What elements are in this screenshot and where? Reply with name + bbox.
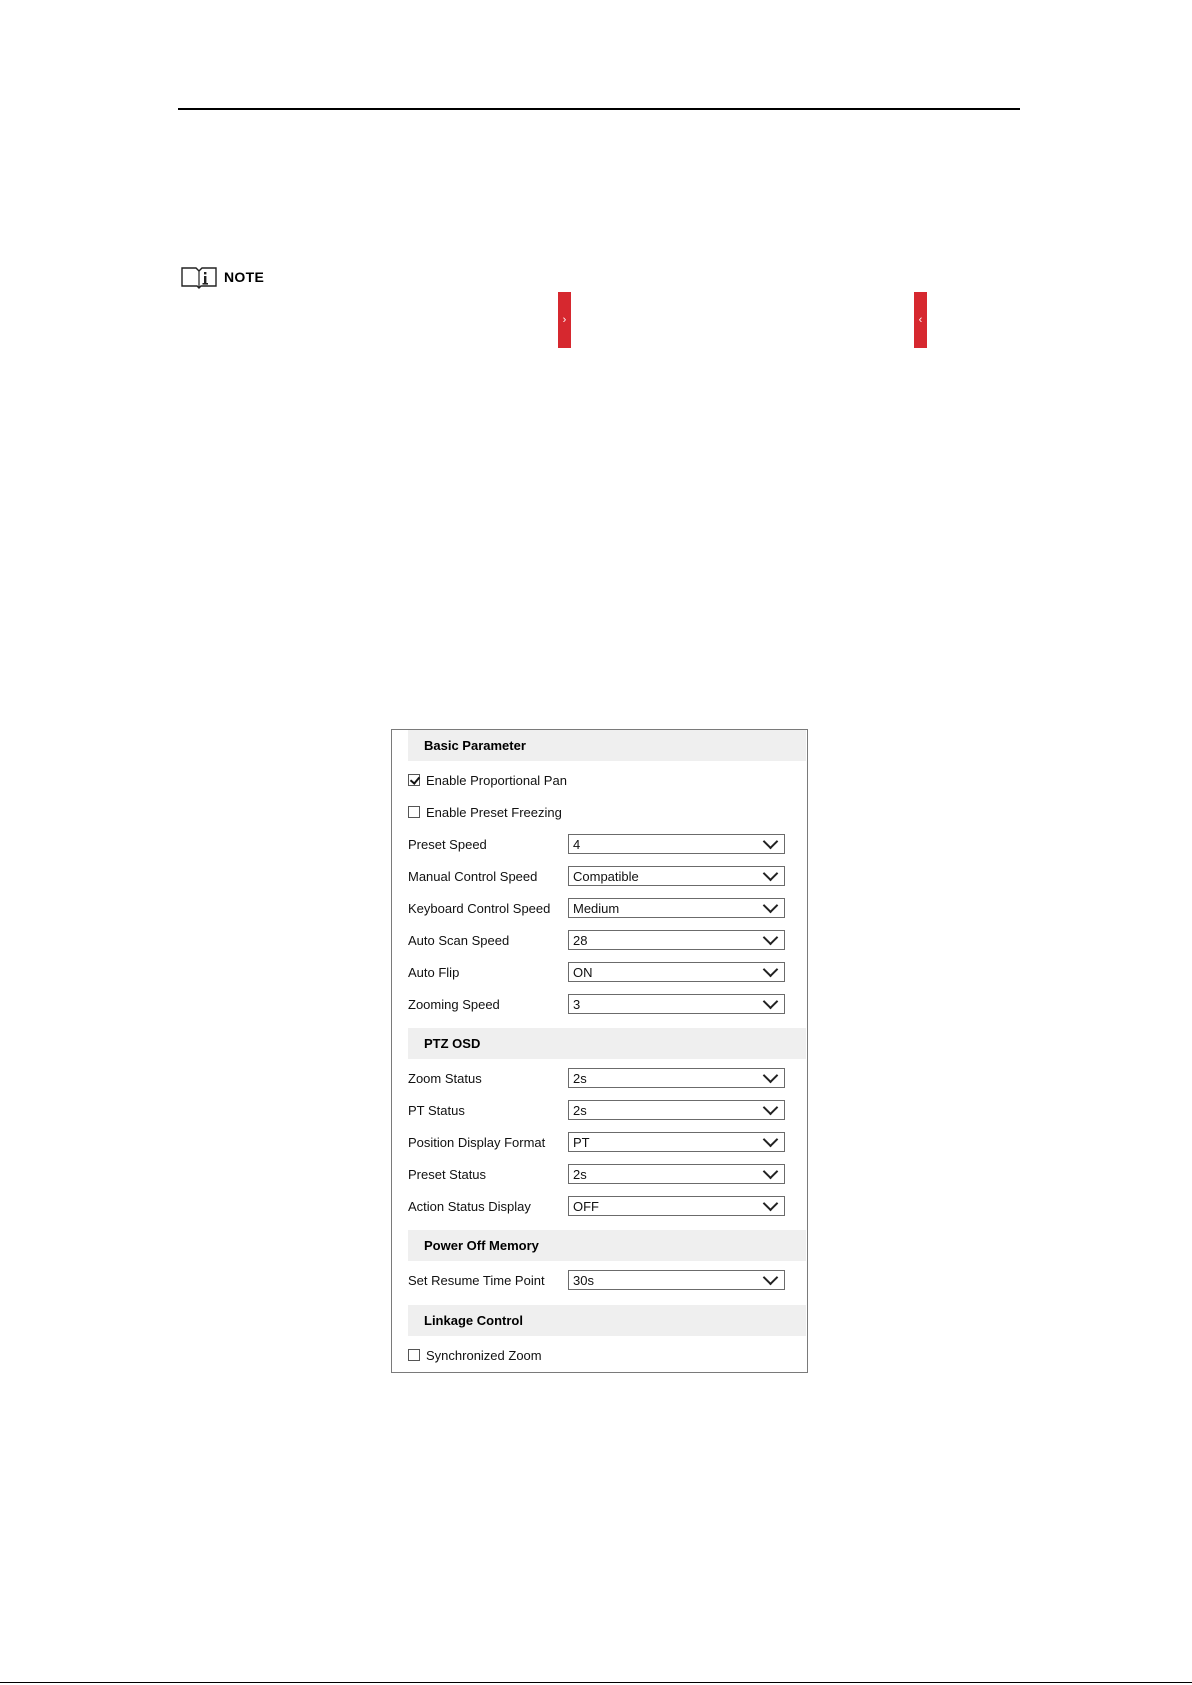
field-label: Zoom Status	[408, 1070, 482, 1086]
select-value: 2s	[573, 1166, 587, 1182]
set-resume-time-point-select[interactable]	[568, 1270, 785, 1290]
manual-control-speed-row	[408, 865, 568, 887]
section-title: PTZ OSD	[424, 1036, 481, 1051]
chevron-down-icon	[763, 898, 779, 914]
chevron-down-icon	[763, 834, 779, 850]
auto-scan-speed-select[interactable]	[568, 930, 785, 950]
footer-rule	[0, 1682, 1192, 1683]
select-value: 3	[573, 996, 581, 1012]
chevron-down-icon	[763, 994, 779, 1010]
section-title: Linkage Control	[424, 1313, 523, 1328]
preset-speed-row	[408, 833, 568, 855]
ptz-settings-panel	[391, 729, 808, 1373]
chevron-down-icon	[763, 1132, 779, 1148]
set-resume-time-point-row	[408, 1269, 568, 1291]
zoom-status-select[interactable]	[568, 1068, 785, 1088]
zooming-speed-row	[408, 993, 568, 1015]
section-title: Power Off Memory	[424, 1238, 539, 1253]
chevron-right-icon: ›	[562, 313, 567, 326]
auto-flip-row	[408, 961, 568, 983]
field-label: Preset Status	[408, 1166, 487, 1182]
checkbox-label: Enable Proportional Pan	[426, 772, 567, 788]
header-rule	[178, 108, 1020, 110]
auto-flip-select[interactable]	[568, 962, 785, 982]
note-callout	[180, 264, 264, 290]
select-value: 28	[573, 932, 588, 948]
field-label: Preset Speed	[408, 836, 487, 852]
field-label: Position Display Format	[408, 1134, 546, 1150]
pt-status-row	[408, 1099, 568, 1121]
enable-preset-freezing-checkbox[interactable]	[408, 806, 420, 818]
position-display-format-row	[408, 1131, 568, 1153]
synchronized-zoom-checkbox[interactable]	[408, 1349, 420, 1361]
synchronized-zoom-row[interactable]	[408, 1344, 542, 1366]
chevron-down-icon	[763, 1164, 779, 1180]
book-info-icon	[180, 264, 218, 290]
field-label: Set Resume Time Point	[408, 1272, 545, 1288]
field-label: PT Status	[408, 1102, 465, 1118]
preset-status-row	[408, 1163, 568, 1185]
action-status-display-select[interactable]	[568, 1196, 785, 1216]
select-value: ON	[573, 964, 593, 980]
enable-proportional-pan-row[interactable]	[408, 769, 567, 791]
select-value: PT	[573, 1134, 590, 1150]
section-title: Basic Parameter	[424, 738, 526, 753]
field-label: Manual Control Speed	[408, 868, 538, 884]
select-value: Medium	[573, 900, 620, 916]
select-value: 4	[573, 836, 581, 852]
enable-proportional-pan-checkbox[interactable]	[408, 774, 420, 786]
expand-tab-left[interactable]	[914, 292, 927, 348]
chevron-down-icon	[763, 962, 779, 978]
field-label: Zooming Speed	[408, 996, 500, 1012]
chevron-left-icon: ‹	[918, 313, 923, 326]
chevron-down-icon	[763, 1100, 779, 1116]
section-basic-parameter	[408, 730, 806, 761]
section-ptz-osd	[408, 1028, 806, 1059]
section-linkage-control	[408, 1305, 806, 1336]
auto-scan-speed-row	[408, 929, 568, 951]
field-label: Action Status Display	[408, 1198, 531, 1214]
note-label: NOTE	[224, 269, 265, 285]
field-label: Auto Flip	[408, 964, 460, 980]
chevron-down-icon	[763, 866, 779, 882]
field-label: Auto Scan Speed	[408, 932, 510, 948]
chevron-down-icon	[763, 1196, 779, 1212]
action-status-display-row	[408, 1195, 568, 1217]
keyboard-control-speed-row	[408, 897, 568, 919]
keyboard-control-speed-select[interactable]	[568, 898, 785, 918]
chevron-down-icon	[763, 1270, 779, 1286]
position-display-format-select[interactable]	[568, 1132, 785, 1152]
zooming-speed-select[interactable]	[568, 994, 785, 1014]
enable-preset-freezing-row[interactable]	[408, 801, 562, 823]
select-value: 30s	[573, 1272, 594, 1288]
select-value: 2s	[573, 1102, 587, 1118]
section-power-off-memory	[408, 1230, 806, 1261]
manual-control-speed-select[interactable]	[568, 866, 785, 886]
chevron-down-icon	[763, 930, 779, 946]
select-value: 2s	[573, 1070, 587, 1086]
preset-status-select[interactable]	[568, 1164, 785, 1184]
preset-speed-select[interactable]	[568, 834, 785, 854]
field-label: Keyboard Control Speed	[408, 900, 551, 916]
select-value: OFF	[573, 1198, 599, 1214]
expand-tab-right[interactable]	[558, 292, 571, 348]
checkbox-label: Synchronized Zoom	[426, 1347, 542, 1363]
zoom-status-row	[408, 1067, 568, 1089]
chevron-down-icon	[763, 1068, 779, 1084]
pt-status-select[interactable]	[568, 1100, 785, 1120]
select-value: Compatible	[573, 868, 639, 884]
checkbox-label: Enable Preset Freezing	[426, 804, 562, 820]
